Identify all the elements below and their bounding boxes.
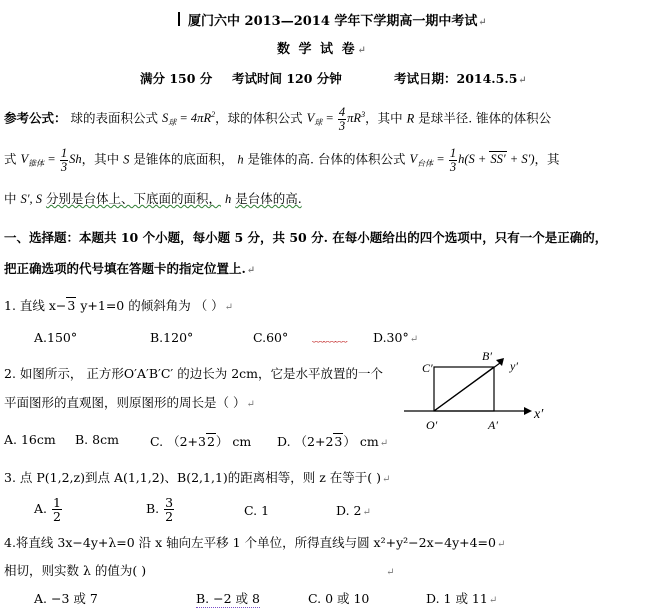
formula-line-2: 式 $V_{锥体}$ = $\frac{1}{3}$ Sh，其中 S 是锥体的底面积， h 是锥体的高. 台体的体积公式 $V_{台体}$ = $\frac{1}{3}$ h(S + SS′ + S′)，其 [4,146,560,174]
formula-text: ，其 [534,151,560,167]
q4-option-d: D. 1 或 11↵ [426,591,498,606]
label-x: x′ [534,407,544,422]
formula-text: ，其中 [365,110,403,126]
formula-text: 分别是台体上、下底面的面积， [45,191,221,206]
question-3-stem: 3. 点 P(1,2,z)到点 A(1,1,2)、B(2,1,1)的距离相等，则 z 在等于( )↵ [4,470,391,485]
q4-option-c: C. 0 或 10 [308,591,370,606]
cone-volume-formula: $V_{锥体}$ = $\frac{1}{3}$ Sh [20,146,82,174]
question-2-stem-2: 平面图形的直观图，则原图形的周长是（ ）↵ [4,395,255,410]
q1-option-c: C.60° [253,330,289,345]
formula-text: 中 [4,191,17,206]
label-a: A′ [488,418,498,432]
formula-text: ，其中 [81,151,120,167]
formula-text: 式 [4,151,17,167]
question-4-stem-2: 相切，则实数 λ 的值为( ) ↵ [4,563,395,578]
section-instruction: 把正确选项的代号填在答题卡的指定位置上.↵ [4,261,256,276]
label-o: O′ [426,418,438,432]
formula-line-1: 参考公式： 球的表面积公式 $S_球 = 4\pi R^2$，球的体积公式 $V_球$ = $\frac{4}{3}$ $\pi R^3$，其中 R 是球半径. 锥体的体积公 [4,105,552,133]
sphere-surface-formula: $S_球 = 4\pi R^2$ [162,110,216,128]
q1-option-b: B.120° [150,330,194,345]
formula-text: ，球的体积公式 [215,110,303,126]
frustum-volume-formula: $V_{台体}$ = $\frac{1}{3}$ h(S + SS′ + S′) [409,146,535,174]
label-b: B′ [482,349,492,363]
q4-option-a: A. −3 或 7 [34,591,98,606]
q2-option-a: A. 16cm [4,432,56,447]
label-y: y′ [510,359,518,373]
q1-option-a: A.150° [34,330,78,345]
q4-option-b: B. −2 或 8 [196,591,260,606]
formula-text: 是锥体的底面积， [133,151,234,167]
question-4-stem-1: 4.将直线 3x−4y+λ=0 沿 x 轴向左平移 1 个单位，所得直线与圆 x²+y²−2x−4y+4=0↵ [4,535,506,550]
exam-score: 满分 150 分 [140,71,213,86]
sphere-volume-formula: $V_球$ = $\frac{4}{3}$ $\pi R^3$ [306,105,366,133]
exam-time: 考试时间 120 分钟 [232,71,342,86]
q3-option-a: A. $\frac{1}{2}$ [34,495,61,524]
x-axis-arrow [524,407,532,415]
q2-option-c: C. （2+32） cm [150,434,252,449]
exam-date: 考试日期：2014.5.5↵ [394,71,527,86]
formula-text: 球的表面积公式 [70,110,159,126]
label-c: C′ [422,361,433,375]
formula-line-3: 中 S′, S 分别是台体上、下底面的面积， h 是台体的高. [4,191,302,206]
exam-subtitle: 数 学 试 卷↵ [277,42,368,57]
q1-option-d: D.30°↵ [373,330,419,345]
q2-option-d: D. （2+23） cm↵ [277,434,389,449]
spellcheck-squiggle: ﹏﹏﹏ [312,329,347,344]
question-2-stem-1: 2. 如图所示， 正方形O′A′B′C′ 的边长为 2cm，它是水平放置的一个 [4,366,384,381]
formula-text: 是台体的高. [235,191,302,206]
section-heading: 一、选择题：本题共 10 个小题，每小题 5 分，共 50 分. 在每小题给出的四个选项中，只有一个是正确的， [4,230,608,245]
question-1-stem: 1. 直线 x−3 y+1=0 的倾斜角为 （ ）↵ [4,298,234,313]
text-cursor [178,12,180,26]
q3-option-c: C. 1 [244,503,270,518]
q3-option-b: B. $\frac{3}{2}$ [146,495,174,524]
y-axis-line [434,363,500,411]
formula-label: 参考公式： [4,110,67,126]
q3-option-d: D. 2↵ [336,503,371,518]
q2-option-b: B. 8cm [75,432,119,447]
formula-text: 是锥体的高. 台体的体积公式 [247,151,406,167]
formula-text: 是球半径. 锥体的体积公 [418,110,552,126]
exam-title: 厦门六中 2013—2014 学年下学期高一期中考试↵ [188,14,487,29]
q2-figure [400,346,580,436]
